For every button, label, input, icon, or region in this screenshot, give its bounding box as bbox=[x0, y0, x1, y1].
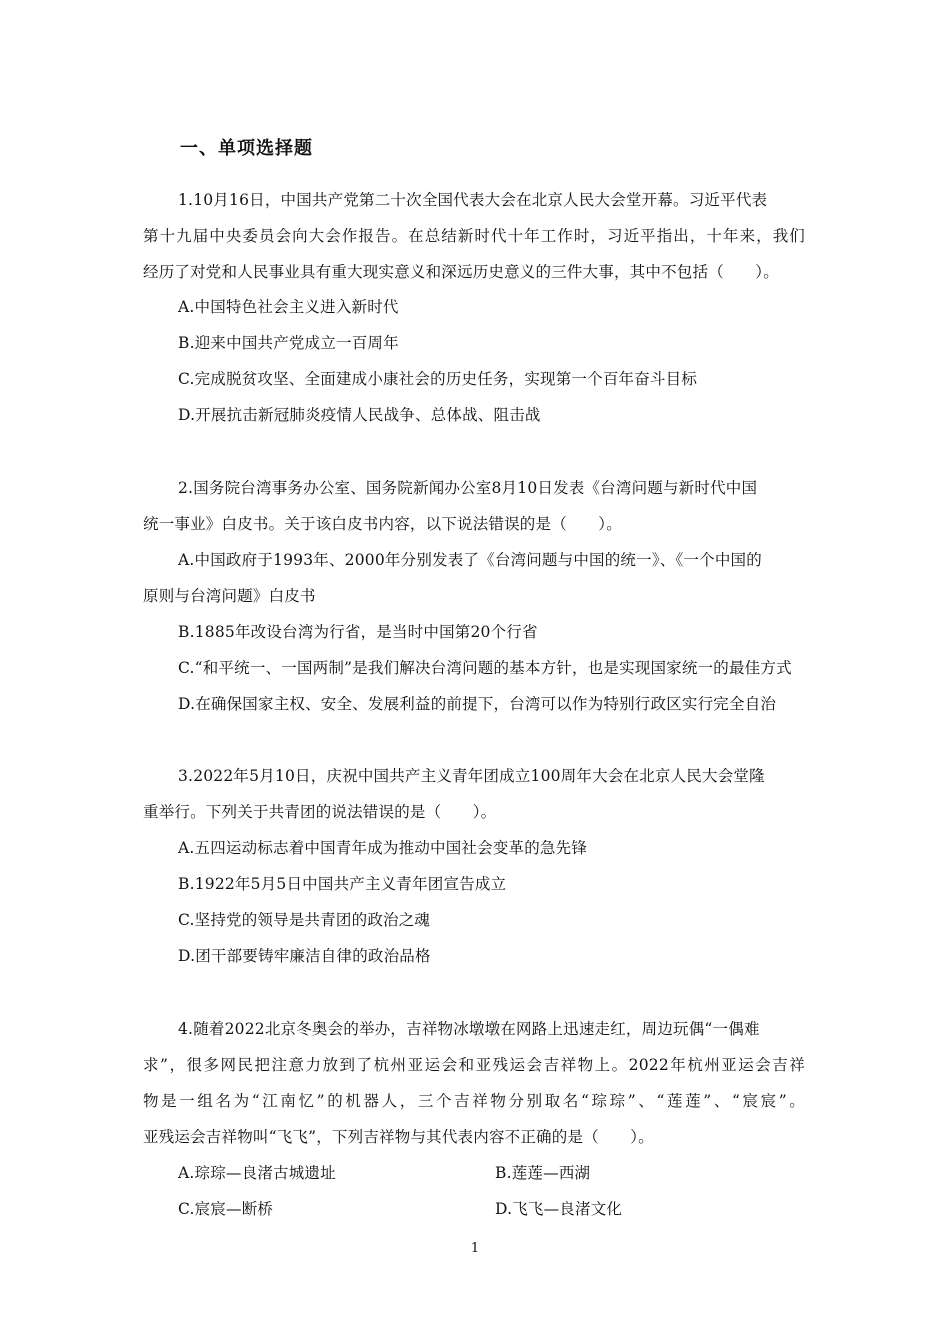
q1-option-d: D.开展抗击新冠肺炎疫情人民战争、总体战、阻击战 bbox=[178, 406, 541, 424]
q2-option-b: B.1885年改设台湾为行省，是当时中国第20个行省 bbox=[178, 623, 538, 641]
q4-option-b: B.莲莲—西湖 bbox=[495, 1164, 591, 1182]
q4-stem-line-3: 物是一组名为“江南忆”的机器人，三个吉祥物分别取名“琮琮”、“莲莲”、“宸宸”。 bbox=[143, 1092, 805, 1110]
q4-stem-line-2: 求”，很多网民把注意力放到了杭州亚运会和亚残运会吉祥物上。2022年杭州亚运会吉祥 bbox=[143, 1056, 805, 1074]
q4-stem-line-1: 4.随着2022北京冬奥会的举办，吉祥物冰墩墩在网路上迅速走红，周边玩偶“一偶难 bbox=[178, 1020, 760, 1038]
section-title: 一、单项选择题 bbox=[180, 138, 313, 159]
q3-option-a: A.五四运动标志着中国青年成为推动中国社会变革的急先锋 bbox=[178, 839, 588, 857]
q3-stem-line-1: 3.2022年5月10日，庆祝中国共产主义青年团成立100周年大会在北京人民大会堂隆 bbox=[178, 767, 765, 785]
q2-option-a: A.中国政府于1993年、2000年分别发表了《台湾问题与中国的统一》、《一个中国的 bbox=[178, 551, 762, 569]
q3-option-d: D.团干部要铸牢廉洁自律的政治品格 bbox=[178, 947, 431, 965]
q4-option-d: D.飞飞—良渚文化 bbox=[495, 1200, 623, 1218]
q3-stem-line-2: 重举行。下列关于共青团的说法错误的是（ ）。 bbox=[143, 803, 497, 821]
page-number: 1 bbox=[470, 1241, 480, 1256]
q3-option-c: C.坚持党的领导是共青团的政治之魂 bbox=[178, 911, 431, 929]
q1-option-b: B.迎来中国共产党成立一百周年 bbox=[178, 334, 399, 352]
q4-option-c: C.宸宸—断桥 bbox=[178, 1200, 274, 1218]
q1-option-a: A.中国特色社会主义进入新时代 bbox=[178, 298, 399, 316]
q1-stem-line-3: 经历了对党和人民事业具有重大现实意义和深远历史意义的三件大事，其中不包括（ ）。 bbox=[143, 263, 779, 281]
q3-option-b: B.1922年5月5日中国共产主义青年团宣告成立 bbox=[178, 875, 507, 893]
q2-stem-line-2: 统一事业》白皮书。关于该白皮书内容，以下说法错误的是（ ）。 bbox=[143, 515, 622, 533]
q1-stem-line-2: 第十九届中央委员会向大会作报告。在总结新时代十年工作时，习近平指出，十年来，我们 bbox=[143, 227, 805, 245]
q2-option-a-cont: 原则与台湾问题》白皮书 bbox=[143, 587, 316, 605]
q4-option-a: A.琮琮—良渚古城遗址 bbox=[178, 1164, 336, 1182]
q2-stem-line-1: 2.国务院台湾事务办公室、国务院新闻办公室8月10日发表《台湾问题与新时代中国 bbox=[178, 479, 758, 497]
q2-option-c: C.“和平统一、一国两制”是我们解决台湾问题的基本方针，也是实现国家统一的最佳方式 bbox=[178, 659, 792, 677]
q1-stem-line-1: 1.10月16日，中国共产党第二十次全国代表大会在北京人民大会堂开幕。习近平代表 bbox=[178, 191, 768, 209]
q4-stem-line-4: 亚残运会吉祥物叫“飞飞”，下列吉祥物与其代表内容不正确的是（ ）。 bbox=[143, 1128, 654, 1146]
q2-option-d: D.在确保国家主权、安全、发展利益的前提下，台湾可以作为特别行政区实行完全自治 bbox=[178, 695, 777, 713]
q1-option-c: C.完成脱贫攻坚、全面建成小康社会的历史任务，实现第一个百年奋斗目标 bbox=[178, 370, 698, 388]
